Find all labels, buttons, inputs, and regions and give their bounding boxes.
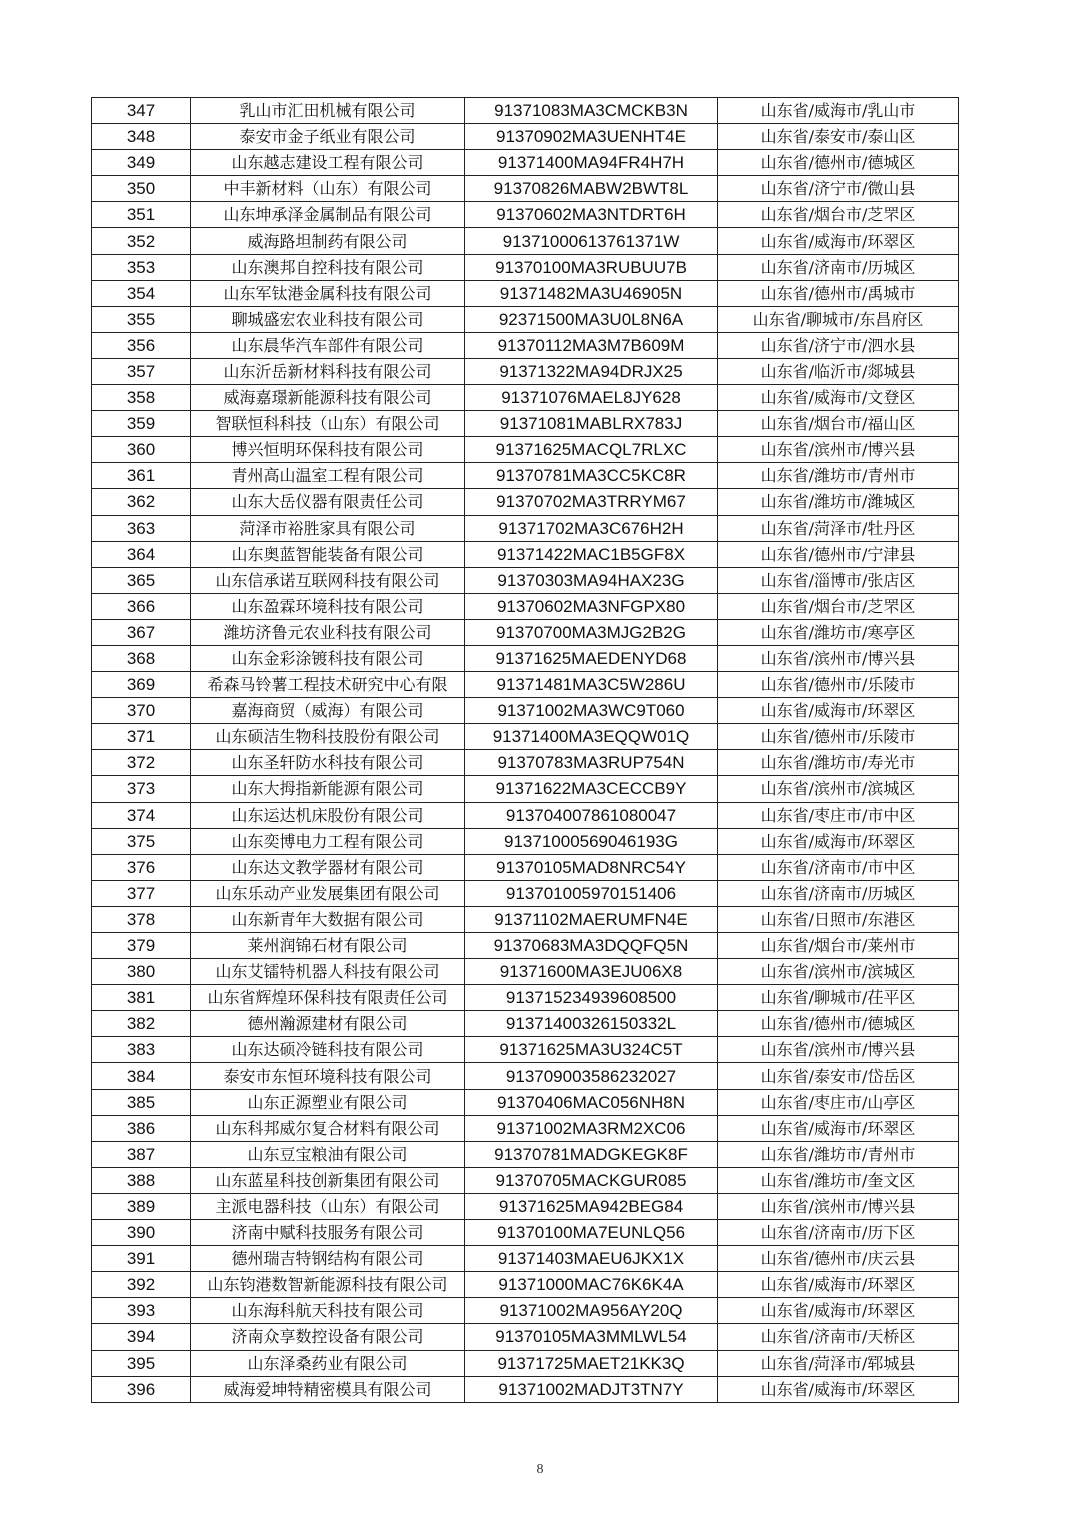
region-cell: 山东省/潍坊市/青州市 (718, 463, 959, 489)
region-cell: 山东省/菏泽市/牡丹区 (718, 515, 959, 541)
table-row (92, 358, 959, 384)
region-cell: 山东省/威海市/环翠区 (718, 228, 959, 254)
row-number-cell: 389 (92, 1193, 191, 1219)
table-row (92, 593, 959, 619)
region-cell: 山东省/威海市/环翠区 (718, 1376, 959, 1402)
row-number-cell: 384 (92, 1063, 191, 1089)
region-cell: 山东省/日照市/东港区 (718, 906, 959, 932)
credit-code-cell: 91371422MAC1B5GF8X (465, 541, 718, 567)
region-cell: 山东省/潍坊市/青州市 (718, 1141, 959, 1167)
row-number-cell: 374 (92, 802, 191, 828)
credit-code-cell: 91370683MA3DQQFQ5N (465, 933, 718, 959)
region-cell: 山东省/滨州市/博兴县 (718, 1037, 959, 1063)
company-name-cell: 山东信承诺互联网科技有限公司 (191, 567, 465, 593)
credit-code-cell: 91370406MAC056NH8N (465, 1089, 718, 1115)
company-name-cell: 威海路坦制药有限公司 (191, 228, 465, 254)
company-name-cell: 山东运达机床股份有限公司 (191, 802, 465, 828)
row-number-cell: 383 (92, 1037, 191, 1063)
company-list-table (91, 97, 959, 1403)
company-name-cell: 山东盈霖环境科技有限公司 (191, 593, 465, 619)
row-number-cell: 354 (92, 280, 191, 306)
row-number-cell: 380 (92, 959, 191, 985)
credit-code-cell: 91371622MA3CECCB9Y (465, 776, 718, 802)
table-row (92, 1037, 959, 1063)
table-row (92, 385, 959, 411)
company-name-cell: 威海爱坤特精密模具有限公司 (191, 1376, 465, 1402)
company-name-cell: 山东坤承泽金属制品有限公司 (191, 202, 465, 228)
region-cell: 山东省/聊城市/东昌府区 (718, 306, 959, 332)
company-name-cell: 山东科邦威尔复合材料有限公司 (191, 1115, 465, 1141)
credit-code-cell: 91371625MA942BEG84 (465, 1193, 718, 1219)
table-row (92, 306, 959, 332)
table-row (92, 1089, 959, 1115)
region-cell: 山东省/滨州市/博兴县 (718, 437, 959, 463)
company-name-cell: 乳山市汇田机械有限公司 (191, 98, 465, 124)
credit-code-cell: 91370902MA3UENHT4E (465, 124, 718, 150)
credit-code-cell: 91371000MAC76K6K4A (465, 1272, 718, 1298)
region-cell: 山东省/威海市/环翠区 (718, 1115, 959, 1141)
credit-code-cell: 91371625MA3U324C5T (465, 1037, 718, 1063)
region-cell: 山东省/威海市/环翠区 (718, 698, 959, 724)
credit-code-cell: 91370303MA94HAX23G (465, 567, 718, 593)
row-number-cell: 350 (92, 176, 191, 202)
credit-code-cell: 91371600MA3EJU06X8 (465, 959, 718, 985)
credit-code-cell: 91371482MA3U46905N (465, 280, 718, 306)
table-row (92, 724, 959, 750)
row-number-cell: 394 (92, 1324, 191, 1350)
credit-code-cell: 92371500MA3U0L8N6A (465, 306, 718, 332)
table-row (92, 1011, 959, 1037)
row-number-cell: 382 (92, 1011, 191, 1037)
row-number-cell: 381 (92, 985, 191, 1011)
row-number-cell: 393 (92, 1298, 191, 1324)
region-cell: 山东省/济南市/历城区 (718, 254, 959, 280)
region-cell: 山东省/德州市/德城区 (718, 150, 959, 176)
company-name-cell: 德州瑞吉特钢结构有限公司 (191, 1246, 465, 1272)
table-row (92, 411, 959, 437)
company-name-cell: 山东大岳仪器有限责任公司 (191, 489, 465, 515)
credit-code-cell: 91371002MA3RM2XC06 (465, 1115, 718, 1141)
region-cell: 山东省/菏泽市/郓城县 (718, 1350, 959, 1376)
row-number-cell: 352 (92, 228, 191, 254)
company-name-cell: 山东奥蓝智能装备有限公司 (191, 541, 465, 567)
region-cell: 山东省/临沂市/郯城县 (718, 358, 959, 384)
table-row (92, 254, 959, 280)
company-name-cell: 山东达文教学器材有限公司 (191, 854, 465, 880)
company-name-cell: 德州瀚源建材有限公司 (191, 1011, 465, 1037)
row-number-cell: 358 (92, 385, 191, 411)
table-row (92, 1115, 959, 1141)
row-number-cell: 369 (92, 672, 191, 698)
company-name-cell: 莱州润锦石材有限公司 (191, 933, 465, 959)
table-row (92, 463, 959, 489)
table-row (92, 906, 959, 932)
row-number-cell: 364 (92, 541, 191, 567)
company-name-cell: 泰安市东恒环境科技有限公司 (191, 1063, 465, 1089)
company-name-cell: 山东金彩涂镀科技有限公司 (191, 645, 465, 671)
company-name-cell: 博兴恒明环保科技有限公司 (191, 437, 465, 463)
company-name-cell: 泰安市金子纸业有限公司 (191, 124, 465, 150)
credit-code-cell: 91370700MA3MJG2B2G (465, 619, 718, 645)
table-row (92, 124, 959, 150)
credit-code-cell: 91371076MAEL8JY628 (465, 385, 718, 411)
company-name-cell: 山东豆宝粮油有限公司 (191, 1141, 465, 1167)
region-cell: 山东省/德州市/德城区 (718, 1011, 959, 1037)
credit-code-cell: 91371000569046193G (465, 828, 718, 854)
credit-code-cell: 913709003586232027 (465, 1063, 718, 1089)
region-cell: 山东省/济南市/天桥区 (718, 1324, 959, 1350)
credit-code-cell: 91371400326150332L (465, 1011, 718, 1037)
row-number-cell: 386 (92, 1115, 191, 1141)
credit-code-cell: 91371083MA3CMCKB3N (465, 98, 718, 124)
credit-code-cell: 913701005970151406 (465, 880, 718, 906)
table-row (92, 619, 959, 645)
table-row (92, 567, 959, 593)
row-number-cell: 378 (92, 906, 191, 932)
table-row (92, 1167, 959, 1193)
table-row (92, 854, 959, 880)
region-cell: 山东省/滨州市/博兴县 (718, 645, 959, 671)
table-row (92, 176, 959, 202)
row-number-cell: 388 (92, 1167, 191, 1193)
row-number-cell: 390 (92, 1220, 191, 1246)
region-cell: 山东省/德州市/乐陵市 (718, 672, 959, 698)
credit-code-cell: 913715234939608500 (465, 985, 718, 1011)
table-row (92, 98, 959, 124)
row-number-cell: 347 (92, 98, 191, 124)
table-row (92, 645, 959, 671)
credit-code-cell: 91370702MA3TRRYM67 (465, 489, 718, 515)
region-cell: 山东省/枣庄市/市中区 (718, 802, 959, 828)
credit-code-cell: 91370705MACKGUR085 (465, 1167, 718, 1193)
region-cell: 山东省/威海市/环翠区 (718, 1298, 959, 1324)
company-name-cell: 山东泽桑药业有限公司 (191, 1350, 465, 1376)
credit-code-cell: 91371081MABLRX783J (465, 411, 718, 437)
row-number-cell: 370 (92, 698, 191, 724)
row-number-cell: 373 (92, 776, 191, 802)
region-cell: 山东省/聊城市/茌平区 (718, 985, 959, 1011)
company-name-cell: 中丰新材料（山东）有限公司 (191, 176, 465, 202)
credit-code-cell: 91371725MAET21KK3Q (465, 1350, 718, 1376)
company-name-cell: 山东越志建设工程有限公司 (191, 150, 465, 176)
table-row (92, 985, 959, 1011)
table-row (92, 1193, 959, 1219)
table-row (92, 1246, 959, 1272)
company-name-cell: 山东省辉煌环保科技有限责任公司 (191, 985, 465, 1011)
company-name-cell: 山东澳邦自控科技有限公司 (191, 254, 465, 280)
region-cell: 山东省/济南市/市中区 (718, 854, 959, 880)
row-number-cell: 375 (92, 828, 191, 854)
region-cell: 山东省/济南市/历下区 (718, 1220, 959, 1246)
table-row (92, 1324, 959, 1350)
company-name-cell: 希森马铃薯工程技术研究中心有限 (191, 672, 465, 698)
row-number-cell: 359 (92, 411, 191, 437)
credit-code-cell: 913704007861080047 (465, 802, 718, 828)
region-cell: 山东省/滨州市/滨城区 (718, 959, 959, 985)
credit-code-cell: 91371400MA3EQQW01Q (465, 724, 718, 750)
region-cell: 山东省/枣庄市/山亭区 (718, 1089, 959, 1115)
credit-code-cell: 91371400MA94FR4H7H (465, 150, 718, 176)
row-number-cell: 356 (92, 332, 191, 358)
credit-code-cell: 91370781MADGKEGK8F (465, 1141, 718, 1167)
table-row (92, 1298, 959, 1324)
table-row (92, 959, 959, 985)
row-number-cell: 385 (92, 1089, 191, 1115)
row-number-cell: 376 (92, 854, 191, 880)
region-cell: 山东省/滨州市/滨城区 (718, 776, 959, 802)
region-cell: 山东省/威海市/环翠区 (718, 1272, 959, 1298)
company-name-cell: 山东正源塑业有限公司 (191, 1089, 465, 1115)
row-number-cell: 379 (92, 933, 191, 959)
row-number-cell: 377 (92, 880, 191, 906)
region-cell: 山东省/淄博市/张店区 (718, 567, 959, 593)
credit-code-cell: 91371702MA3C676H2H (465, 515, 718, 541)
credit-code-cell: 91371002MA3WC9T060 (465, 698, 718, 724)
page-number: 8 (536, 1462, 544, 1477)
row-number-cell: 362 (92, 489, 191, 515)
row-number-cell: 366 (92, 593, 191, 619)
company-name-cell: 山东蓝星科技创新集团有限公司 (191, 1167, 465, 1193)
row-number-cell: 368 (92, 645, 191, 671)
row-number-cell: 363 (92, 515, 191, 541)
company-name-cell: 威海嘉璟新能源科技有限公司 (191, 385, 465, 411)
table-row (92, 1063, 959, 1089)
row-number-cell: 355 (92, 306, 191, 332)
credit-code-cell: 91370100MA3RUBUU7B (465, 254, 718, 280)
credit-code-cell: 91371625MAEDENYD68 (465, 645, 718, 671)
row-number-cell: 367 (92, 619, 191, 645)
row-number-cell: 361 (92, 463, 191, 489)
region-cell: 山东省/烟台市/芝罘区 (718, 202, 959, 228)
credit-code-cell: 91370100MA7EUNLQ56 (465, 1220, 718, 1246)
company-name-cell: 聊城盛宏农业科技有限公司 (191, 306, 465, 332)
company-name-cell: 山东硕洁生物科技股份有限公司 (191, 724, 465, 750)
table-row (92, 750, 959, 776)
credit-code-cell: 91371102MAERUMFN4E (465, 906, 718, 932)
row-number-cell: 365 (92, 567, 191, 593)
company-name-cell: 山东大拇指新能源有限公司 (191, 776, 465, 802)
table-row (92, 672, 959, 698)
company-name-cell: 山东海科航天科技有限公司 (191, 1298, 465, 1324)
company-name-cell: 青州高山温室工程有限公司 (191, 463, 465, 489)
row-number-cell: 357 (92, 358, 191, 384)
credit-code-cell: 91370112MA3M7B609M (465, 332, 718, 358)
table-row (92, 802, 959, 828)
row-number-cell: 351 (92, 202, 191, 228)
credit-code-cell: 91371403MAEU6JKX1X (465, 1246, 718, 1272)
region-cell: 山东省/泰安市/泰山区 (718, 124, 959, 150)
company-name-cell: 菏泽市裕胜家具有限公司 (191, 515, 465, 541)
company-name-cell: 智联恒科科技（山东）有限公司 (191, 411, 465, 437)
table-row (92, 202, 959, 228)
row-number-cell: 395 (92, 1350, 191, 1376)
table-row (92, 1350, 959, 1376)
region-cell: 山东省/泰安市/岱岳区 (718, 1063, 959, 1089)
company-name-cell: 山东新青年大数据有限公司 (191, 906, 465, 932)
row-number-cell: 348 (92, 124, 191, 150)
table-row (92, 1141, 959, 1167)
company-name-cell: 山东钧港数智新能源科技有限公司 (191, 1272, 465, 1298)
table-row (92, 776, 959, 802)
region-cell: 山东省/济宁市/微山县 (718, 176, 959, 202)
credit-code-cell: 91371002MA956AY20Q (465, 1298, 718, 1324)
company-name-cell: 潍坊济鲁元农业科技有限公司 (191, 619, 465, 645)
credit-code-cell: 91370105MAD8NRC54Y (465, 854, 718, 880)
table-row (92, 1376, 959, 1402)
credit-code-cell: 91371002MADJT3TN7Y (465, 1376, 718, 1402)
company-name-cell: 山东圣轩防水科技有限公司 (191, 750, 465, 776)
region-cell: 山东省/威海市/文登区 (718, 385, 959, 411)
table-row (92, 515, 959, 541)
table-row (92, 280, 959, 306)
row-number-cell: 392 (92, 1272, 191, 1298)
credit-code-cell: 91370602MA3NTDRT6H (465, 202, 718, 228)
table-row (92, 880, 959, 906)
region-cell: 山东省/济南市/历城区 (718, 880, 959, 906)
region-cell: 山东省/烟台市/芝罘区 (718, 593, 959, 619)
table-row (92, 1220, 959, 1246)
table-row (92, 437, 959, 463)
credit-code-cell: 91371322MA94DRJX25 (465, 358, 718, 384)
region-cell: 山东省/烟台市/莱州市 (718, 933, 959, 959)
region-cell: 山东省/烟台市/福山区 (718, 411, 959, 437)
credit-code-cell: 91371481MA3C5W286U (465, 672, 718, 698)
credit-code-cell: 91370826MABW2BWT8L (465, 176, 718, 202)
region-cell: 山东省/潍坊市/寒亭区 (718, 619, 959, 645)
region-cell: 山东省/德州市/庆云县 (718, 1246, 959, 1272)
company-name-cell: 主派电器科技（山东）有限公司 (191, 1193, 465, 1219)
table-row (92, 1272, 959, 1298)
row-number-cell: 391 (92, 1246, 191, 1272)
row-number-cell: 372 (92, 750, 191, 776)
region-cell: 山东省/德州市/禹城市 (718, 280, 959, 306)
table-row (92, 228, 959, 254)
company-name-cell: 山东晨华汽车部件有限公司 (191, 332, 465, 358)
company-name-cell: 山东军钛港金属科技有限公司 (191, 280, 465, 306)
table-body (92, 98, 959, 1403)
row-number-cell: 371 (92, 724, 191, 750)
company-name-cell: 济南众享数控设备有限公司 (191, 1324, 465, 1350)
region-cell: 山东省/潍坊市/寿光市 (718, 750, 959, 776)
company-name-cell: 山东乐动产业发展集团有限公司 (191, 880, 465, 906)
credit-code-cell: 91371000613761371W (465, 228, 718, 254)
company-name-cell: 山东达硕冷链科技有限公司 (191, 1037, 465, 1063)
credit-code-cell: 91370602MA3NFGPX80 (465, 593, 718, 619)
region-cell: 山东省/德州市/宁津县 (718, 541, 959, 567)
region-cell: 山东省/滨州市/博兴县 (718, 1193, 959, 1219)
table-row (92, 332, 959, 358)
table-row (92, 150, 959, 176)
row-number-cell: 387 (92, 1141, 191, 1167)
row-number-cell: 353 (92, 254, 191, 280)
credit-code-cell: 91370781MA3CC5KC8R (465, 463, 718, 489)
row-number-cell: 360 (92, 437, 191, 463)
credit-code-cell: 91370783MA3RUP754N (465, 750, 718, 776)
company-name-cell: 山东沂岳新材料科技有限公司 (191, 358, 465, 384)
region-cell: 山东省/济宁市/泗水县 (718, 332, 959, 358)
credit-code-cell: 91370105MA3MMLWL54 (465, 1324, 718, 1350)
table-row (92, 698, 959, 724)
company-name-cell: 嘉海商贸（威海）有限公司 (191, 698, 465, 724)
table-row (92, 828, 959, 854)
region-cell: 山东省/德州市/乐陵市 (718, 724, 959, 750)
table-row (92, 489, 959, 515)
table-row (92, 541, 959, 567)
table-row (92, 933, 959, 959)
row-number-cell: 349 (92, 150, 191, 176)
company-name-cell: 济南中赋科技服务有限公司 (191, 1220, 465, 1246)
region-cell: 山东省/潍坊市/潍城区 (718, 489, 959, 515)
company-name-cell: 山东艾镭特机器人科技有限公司 (191, 959, 465, 985)
region-cell: 山东省/潍坊市/奎文区 (718, 1167, 959, 1193)
region-cell: 山东省/威海市/乳山市 (718, 98, 959, 124)
company-name-cell: 山东奕博电力工程有限公司 (191, 828, 465, 854)
row-number-cell: 396 (92, 1376, 191, 1402)
credit-code-cell: 91371625MACQL7RLXC (465, 437, 718, 463)
region-cell: 山东省/威海市/环翠区 (718, 828, 959, 854)
